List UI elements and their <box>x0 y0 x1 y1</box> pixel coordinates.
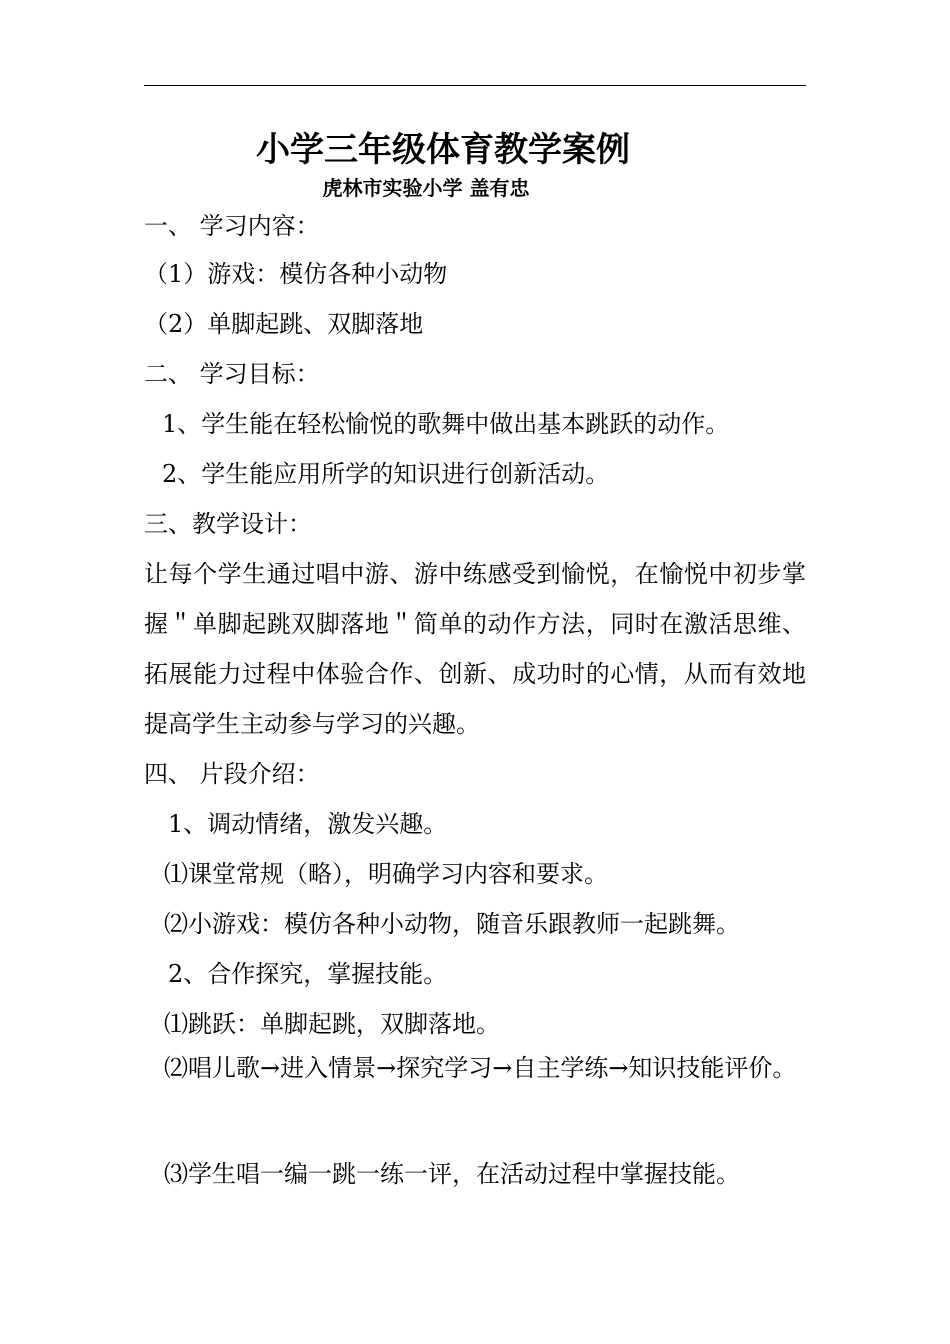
segment-part-1-item-2: ⑵小游戏：模仿各种小动物，随音乐跟教师一起跳舞。 <box>164 910 740 938</box>
author-line: 虎林市实验小学 盖有忠 <box>322 176 530 200</box>
section-heading-segments: 四、 片段介绍： <box>144 760 320 788</box>
content-item-2: （2）单脚起跳、双脚落地 <box>144 310 424 338</box>
segment-part-2-heading: 2、合作探究，掌握技能。 <box>168 960 448 988</box>
goal-item-2: 2、学生能应用所学的知识进行创新活动。 <box>162 460 610 488</box>
goal-item-1: 1、学生能在轻松愉悦的歌舞中做出基本跳跃的动作。 <box>162 410 730 438</box>
document-title: 小学三年级体育教学案例 <box>256 130 630 170</box>
segment-part-2-item-2: ⑵唱儿歌→进入情景→探究学习→自主学练→知识技能评价。 <box>164 1054 797 1082</box>
content-item-1: （1）游戏：模仿各种小动物 <box>144 260 448 288</box>
header-rule <box>144 85 806 86</box>
segment-part-1-item-1: ⑴课堂常规（略），明确学习内容和要求。 <box>164 860 608 888</box>
section-heading-content: 一、 学习内容： <box>144 212 320 240</box>
section-heading-design: 三、教学设计： <box>144 510 312 538</box>
segment-part-2-item-1: ⑴跳跃：单脚起跳，双脚落地。 <box>164 1010 500 1038</box>
design-paragraph: 让每个学生通过唱中游、游中练感受到愉悦，在愉悦中初步掌握＂单脚起跳双脚落地＂简单的动作方法，同时在激活思维、拓展能力过程中体验合作、创新、成功时的心情，从而有效地提高学生主动参与学习的兴趣。 <box>144 560 806 738</box>
segment-part-2-item-3: ⑶学生唱一编一跳一练一评，在活动过程中掌握技能。 <box>164 1160 740 1188</box>
section-heading-goals: 二、 学习目标： <box>144 360 320 388</box>
segment-part-1-heading: 1、调动情绪，激发兴趣。 <box>168 810 448 838</box>
